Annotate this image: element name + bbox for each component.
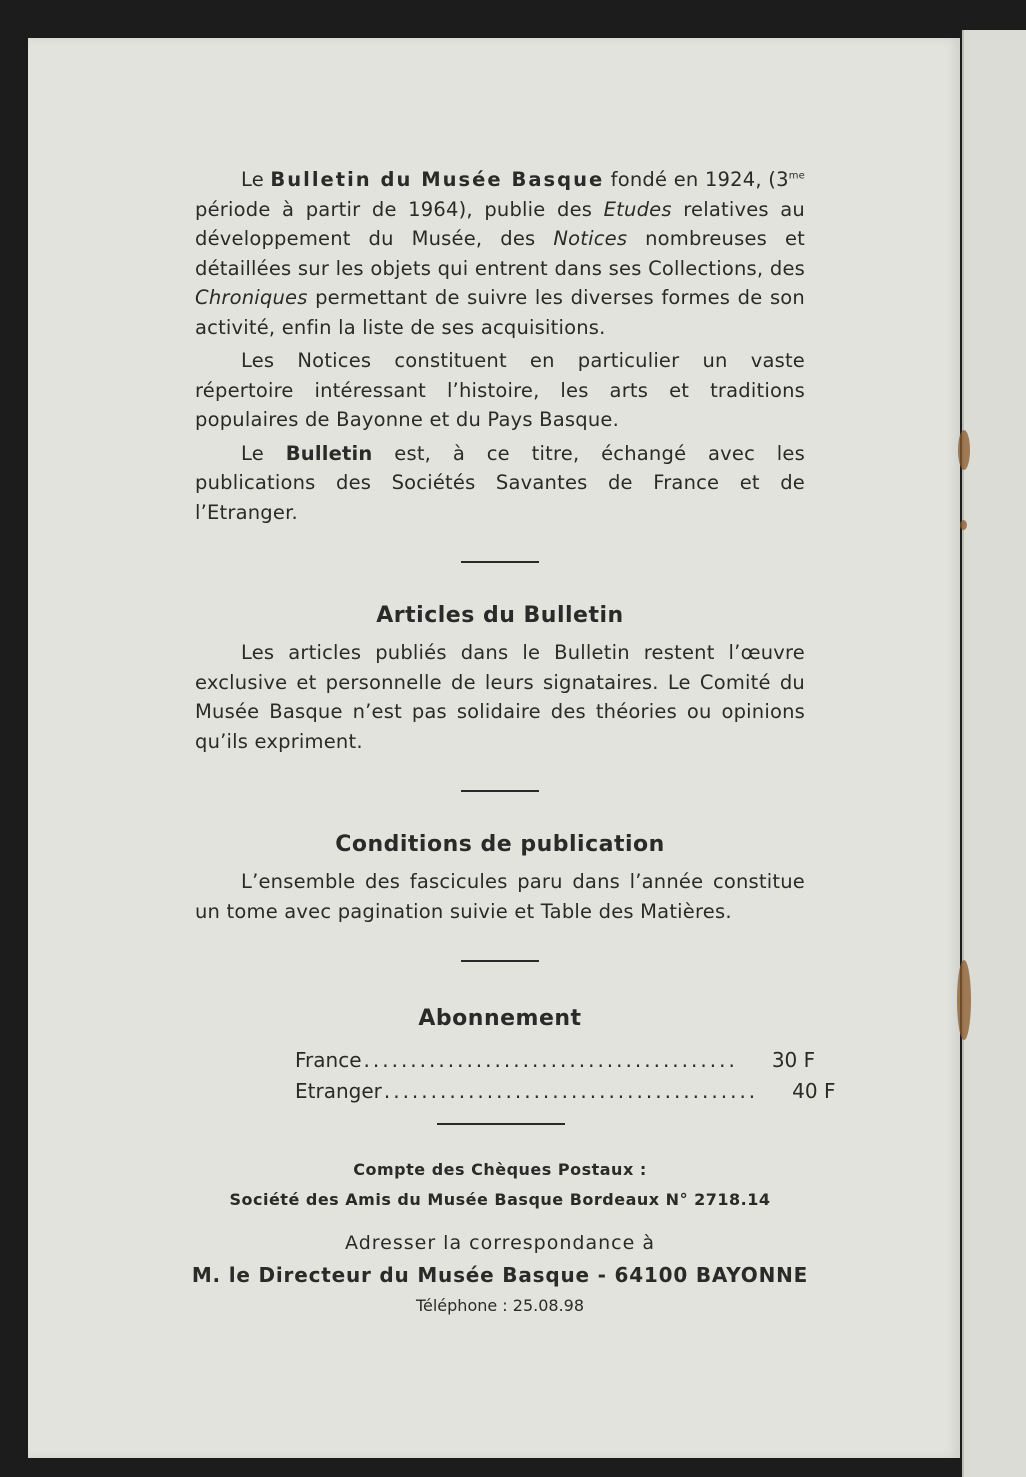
subscription-row-france	[295, 1045, 816, 1076]
address-intro: Adresser la correspondance à	[345, 1231, 655, 1254]
intro-paragraph-2: Les Notices constituent en particulier un vaste répertoire intéressant l’histoire, les arts et traditions populaires de Bayonne et du Pays Basque.	[195, 349, 805, 431]
intro-paragraph-1	[195, 165, 805, 342]
intro-text-1: fondé en 1924, (3	[604, 168, 789, 191]
divider	[437, 1123, 565, 1125]
subscription-label: France	[295, 1048, 362, 1072]
articles-text: Les articles publiés dans le Bulletin restent l’œuvre exclusive et personnelle de leurs signataires. Le Comité du Musée Basque n’est pas solidaire des théories ou opinions qu’ils expriment.	[195, 641, 805, 753]
next-page-edge	[962, 30, 1026, 1477]
subscription-row-etranger	[295, 1076, 836, 1107]
bulletin-word: Bulletin	[285, 441, 373, 465]
telephone: Téléphone : 25.08.98	[415, 1295, 585, 1315]
chroniques-word: Chroniques	[195, 286, 308, 309]
divider	[461, 960, 539, 962]
subscription-label: Etranger	[295, 1079, 382, 1103]
bulletin-title: Bulletin du Musée Basque	[270, 168, 605, 191]
intro-text-3: relatives au développement du Musée, des	[195, 197, 805, 250]
stain-mark	[957, 960, 971, 1040]
subscription-price: 30 F	[771, 1048, 816, 1072]
p3-rest: est, à ce titre, échangé avec les publications des Sociétés Savantes de France et de l’Etranger.	[195, 441, 805, 524]
articles-heading: Articles du Bulletin	[376, 603, 624, 628]
stain-mark	[960, 520, 967, 530]
divider	[461, 790, 539, 792]
cheques-title: Compte des Chèques Postaux :	[353, 1159, 647, 1179]
contact-block	[191, 1155, 809, 1321]
notices-word: Notices	[553, 227, 628, 250]
conditions-text: L’ensemble des fascicules paru dans l’année constitue un tome avec pagination suivie et Table des Matières.	[195, 870, 805, 923]
etudes-word: Etudes	[603, 197, 672, 221]
intro-le: Le	[241, 168, 271, 191]
subscription-table	[295, 1045, 836, 1107]
page-content	[191, 165, 836, 1321]
subscription-price: 40 F	[792, 1079, 836, 1103]
abonnement-heading: Abonnement	[418, 1006, 582, 1031]
conditions-heading: Conditions de publication	[335, 832, 665, 857]
stain-mark	[958, 430, 970, 470]
p3-le: Le	[241, 441, 286, 465]
dot-leader: ........................................	[363, 1048, 738, 1072]
intro-text-4: nombreuses et détaillées sur les objets qui entrent dans ses Collections, des	[195, 227, 806, 280]
cheques-account: Société des Amis du Musée Basque Bordeaux N° 2718.14	[229, 1189, 771, 1209]
superscript: me	[788, 170, 805, 182]
intro-text-5: permettant de suivre les diverses formes de son activité, enfin la liste de ses acquisitions.	[195, 286, 805, 339]
address: M. le Directeur du Musée Basque - 64100 BAYONNE	[191, 1262, 809, 1287]
intro-text-2: période à partir de 1964), publie des	[195, 197, 604, 221]
divider	[461, 561, 539, 563]
intro-paragraph-3	[195, 439, 805, 528]
dot-leader: ........................................	[383, 1079, 759, 1103]
